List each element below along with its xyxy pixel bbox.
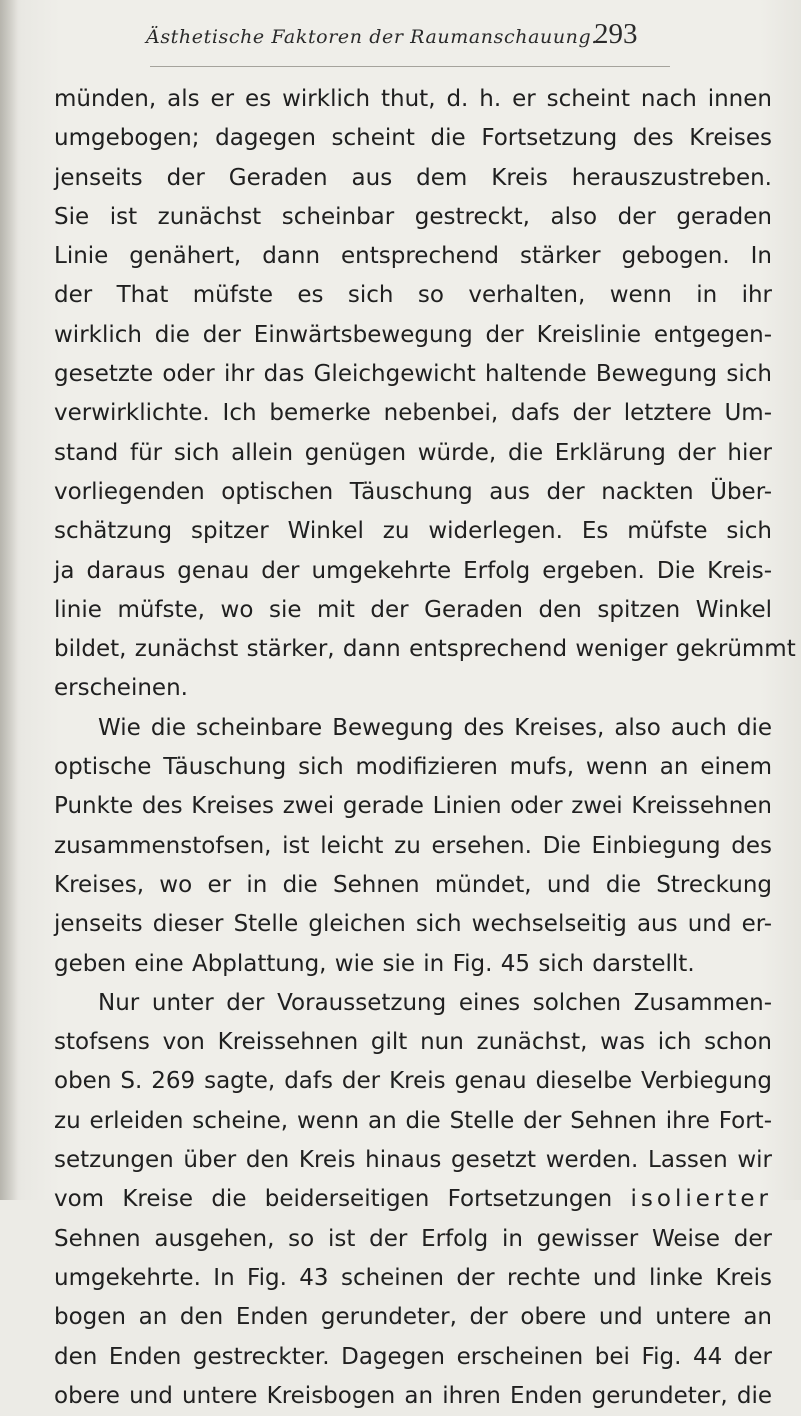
text-line: geben eine Abplattung, wie sie in Fig. 45 sich darstellt. [54, 950, 695, 977]
text-line: verwirklichte. Ich bemerke nebenbei, dafs der letztere Um- [54, 400, 772, 427]
text-line: bildet, zunächst stärker, dann entsprechend weniger gekrümmt [54, 636, 796, 663]
text-line: Sehnen ausgehen, so ist der Erfolg in gewisser Weise der [54, 1225, 772, 1252]
text-line: stofsens von Kreissehnen gilt nun zunächst, was ich schon [54, 1029, 772, 1056]
text-line: der That müfste es sich so verhalten, wenn in ihr [54, 282, 772, 309]
text-line: zu erleiden scheine, wenn an die Stelle der Sehnen ihre Fort- [54, 1107, 772, 1134]
text-line: optische Täuschung sich modifizieren mufs, wenn an einem [54, 754, 772, 781]
text-line: umgebogen; dagegen scheint die Fortsetzung des Kreises [54, 125, 772, 152]
text-line: wirklich die der Einwärtsbewegung der Kreislinie entgegen- [54, 321, 772, 348]
text-line: Punkte des Kreises zwei gerade Linien oder zwei Kreissehnen [54, 793, 772, 820]
spine-shadow [0, 0, 18, 1200]
text-line: umgekehrte. In Fig. 43 scheinen der rechte und linke Kreis [54, 1264, 772, 1291]
text-line: Wie die scheinbare Bewegung des Kreises, also auch die [98, 714, 772, 741]
text-line: stand für sich allein genügen würde, die Erklärung der hier [54, 439, 772, 466]
emphasized-word: isolierter [630, 1186, 772, 1213]
page-header [110, 18, 670, 58]
text-line: erscheinen. [54, 675, 188, 702]
text-line: den Enden gestreckter. Dagegen erscheinen bei Fig. 44 der [54, 1343, 772, 1370]
text-line: oben S. 269 sagte, dafs der Kreis genau dieselbe Verbiegung [54, 1068, 772, 1095]
text-line: setzungen über den Kreis hinaus gesetzt werden. Lassen wir [54, 1147, 772, 1174]
text-line: jenseits dieser Stelle gleichen sich wechselseitig aus und er- [54, 911, 772, 938]
text-line: gesetzte oder ihr das Gleichgewicht haltende Bewegung sich [54, 361, 772, 388]
text-line: ja daraus genau der umgekehrte Erfolg ergeben. Die Kreis- [54, 557, 772, 584]
text-line: schätzung spitzer Winkel zu widerlegen. Es müfste sich [54, 518, 772, 545]
text-line: Linie genähert, dann entsprechend stärker gebogen. In [54, 243, 772, 270]
running-head: Ästhetische Faktoren der Raumanschauung. [146, 26, 598, 48]
body-text [54, 80, 796, 1416]
text-line: Sie ist zunächst scheinbar gestreckt, also der geraden [54, 203, 772, 230]
header-rule [150, 66, 670, 67]
text-line: vorliegenden optischen Täuschung aus der nackten Über- [54, 478, 772, 505]
text-line: münden, als er es wirklich thut, d. h. er scheint nach innen [54, 86, 772, 112]
text-line: linie müfste, wo sie mit der Geraden den spitzen Winkel [54, 596, 772, 623]
text-line: Nur unter der Voraussetzung eines solchen Zusammen- [98, 989, 772, 1016]
text-line: bogen an den Enden gerundeter, der obere und untere an [54, 1304, 772, 1331]
text-line: jenseits der Geraden aus dem Kreis herauszustreben. [54, 164, 772, 191]
text-line: zusammenstofsen, ist leicht zu ersehen. Die Einbiegung des [54, 832, 772, 859]
text-line: Kreises, wo er in die Sehnen mündet, und die Streckung [54, 871, 772, 898]
text-segment: vom Kreise die beiderseitigen Fortsetzungen [54, 1186, 613, 1213]
text-line: obere und untere Kreisbogen an ihren Enden gerundeter, die [54, 1382, 772, 1409]
page-number: 293 [594, 18, 638, 50]
